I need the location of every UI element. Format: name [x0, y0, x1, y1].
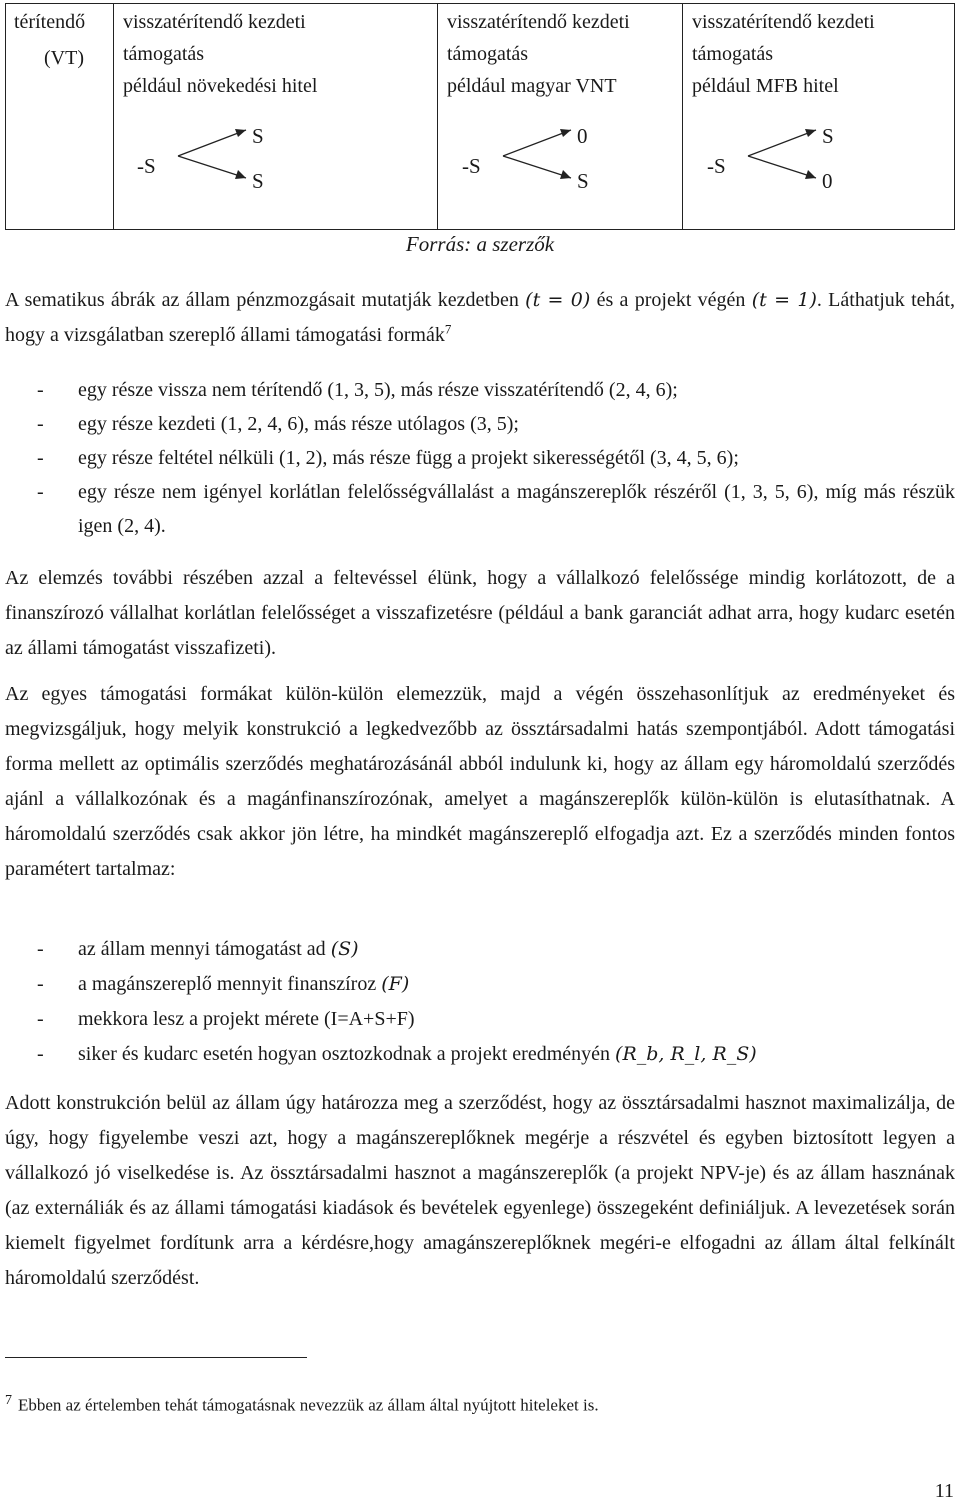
footnote [5, 1390, 599, 1417]
footnote-separator [5, 1357, 307, 1358]
list-item [5, 475, 955, 543]
list-item-text: egy része kezdeti (1, 2, 4, 6), más része utólagos (3, 5); [78, 413, 519, 435]
cell-line: visszatérítendő kezdeti [447, 11, 630, 33]
footnote-number: 7 [5, 1393, 12, 1408]
cashflow-diagram [704, 112, 934, 202]
list-item-text: mekkora lesz a projekt mérete (I=A+S+F) [78, 1008, 415, 1030]
list-item [5, 1002, 955, 1037]
intro-paragraph [5, 283, 955, 353]
math-expression: (S) [330, 938, 359, 960]
support-forms-list [5, 373, 955, 543]
list-item-text: a magánszereplő mennyit finanszíroz [78, 973, 382, 995]
diagram-bottom: S [252, 169, 264, 193]
cell-line: támogatás [447, 43, 529, 65]
list-item-text: siker és kudarc esetén hogyan osztozkodnak a projekt eredményén [78, 1043, 616, 1065]
math-expression: (R_b, R_l, R_S) [615, 1043, 757, 1065]
list-dash: - [37, 1043, 44, 1065]
contract-parameters-list [5, 932, 955, 1072]
diagram-top: S [822, 124, 834, 148]
math-expression: (t = 0) [525, 289, 591, 311]
table-cell-col2 [123, 6, 317, 102]
cashflow-diagram [459, 112, 689, 202]
cell-line: visszatérítendő kezdeti [692, 11, 875, 33]
page-number: 11 [934, 1480, 954, 1502]
table-cell-col4 [692, 6, 875, 102]
cell-line: például MFB hitel [692, 75, 839, 97]
list-dash: - [37, 938, 44, 960]
list-item-text: egy része vissza nem térítendő (1, 3, 5), más része visszatérítendő (2, 4, 6); [78, 379, 678, 401]
footnote-text: Ebben az értelemben tehát támogatásnak nevezzük az állam által nyújtott hiteleket is. [18, 1395, 599, 1415]
table-cell-col1 [14, 6, 114, 74]
table-caption: Forrás: a szerzők [405, 232, 555, 256]
intro-text: A sematikus ábrák az állam pénzmozgásait mutatják kezdetben [5, 289, 526, 311]
cell-line: visszatérítendő kezdeti [123, 11, 306, 33]
cell-line: például magyar VNT [447, 75, 617, 97]
diagram-bottom: S [577, 169, 589, 193]
list-item [5, 932, 955, 967]
paragraph: Az elemzés további részében azzal a feltevéssel élünk, hogy a vállalkozó felelőssége mindig korlátozott, de a finanszírozó vállalhat korlátlan felelősséget a visszafizetésre (például a bank garanciát adhat arra, hogy kudarc esetén az állami támogatást visszafizeti). [5, 567, 955, 659]
list-item-text: egy része feltétel nélküli (1, 2), más része függ a projekt sikerességétől (3, 4, 5, 6); [78, 447, 739, 469]
diagram-start: -S [137, 154, 156, 178]
list-item [5, 441, 955, 475]
cell-line: támogatás [123, 43, 205, 65]
list-item-text: egy része nem igényel korlátlan felelősségvállalást a magánszereplők részéről (1, 3, 5, 6), míg más részük igen (2, 4). [78, 481, 955, 537]
math-expression: (F) [381, 973, 410, 995]
list-item [5, 1037, 955, 1072]
diagram-start: -S [707, 154, 726, 178]
intro-text: és a projekt végén [590, 289, 752, 311]
diagram-top: S [252, 124, 264, 148]
list-dash: - [37, 379, 44, 401]
list-item [5, 373, 955, 407]
list-item [5, 407, 955, 441]
table-cell-col3 [447, 6, 630, 102]
cell-line: térítendő [14, 11, 86, 33]
list-item-text: az állam mennyi támogatást ad [78, 938, 331, 960]
cell-line: például növekedési hitel [123, 75, 318, 97]
list-dash: - [37, 973, 44, 995]
list-item [5, 967, 955, 1002]
list-dash: - [37, 1008, 44, 1030]
diagram-top: 0 [577, 124, 588, 148]
support-forms-table [5, 3, 955, 230]
paragraph: Adott konstrukción belül az állam úgy határozza meg a szerződést, hogy az össztársadalmi hasznot maximalizálja, de úgy, hogy figyelembe veszi azt, hogy a magánszereplőknek megérje a részvétel és egyben biztosított legyen a vállalkozó jó viselkedése is. Az össztársadalmi hasznot a magánszereplők (a projekt NPV-je) és az állam hasznának (az externáliák és az állami támogatási kiadások és bevételek egyenlege) összegeként definiáljuk. A levezetések során kiemelt figyelmet fordítunk arra a kérdésre,hogy amagánszereplőknek megéri-e elfogadni az állam által felkínált háromoldalú szerződést. [5, 1092, 955, 1289]
list-dash: - [37, 413, 44, 435]
cashflow-diagram [134, 112, 364, 202]
cell-line: (VT) [44, 47, 84, 69]
branch-arrows [704, 112, 934, 202]
list-dash: - [37, 481, 44, 503]
diagram-bottom: 0 [822, 169, 833, 193]
table-divider [437, 4, 438, 229]
math-expression: (t = 1) [751, 289, 817, 311]
branch-arrows [134, 112, 364, 202]
diagram-start: -S [462, 154, 481, 178]
list-dash: - [37, 447, 44, 469]
intro-text: . Láthatjuk tehát, hogy a vizsgálatban szereplő állami támogatási formák [5, 289, 955, 346]
footnote-ref: 7 [444, 321, 452, 337]
paragraph: Az egyes támogatási formákat külön-külön elemezzük, majd a végén összehasonlítjuk az eredményeket és megvizsgáljuk, hogy melyik konstrukció a legkedvezőbb az össztársadalmi hatás szempontjából. Adott támogatási forma mellett az optimális szerződés meghatározásánál abból indulunk ki, hogy az állam egy háromoldalú szerződés ajánl a vállalkozónak és a magánfinanszírozónak, amelyet a magánszereplők külön-külön is elutasíthatnak. A háromoldalú szerződés csak akkor jön létre, ha mindkét magánszereplő elfogadja azt. Ez a szerződés minden fontos paramétert tartalmaz: [5, 683, 955, 880]
cell-line: támogatás [692, 43, 774, 65]
branch-arrows [459, 112, 689, 202]
